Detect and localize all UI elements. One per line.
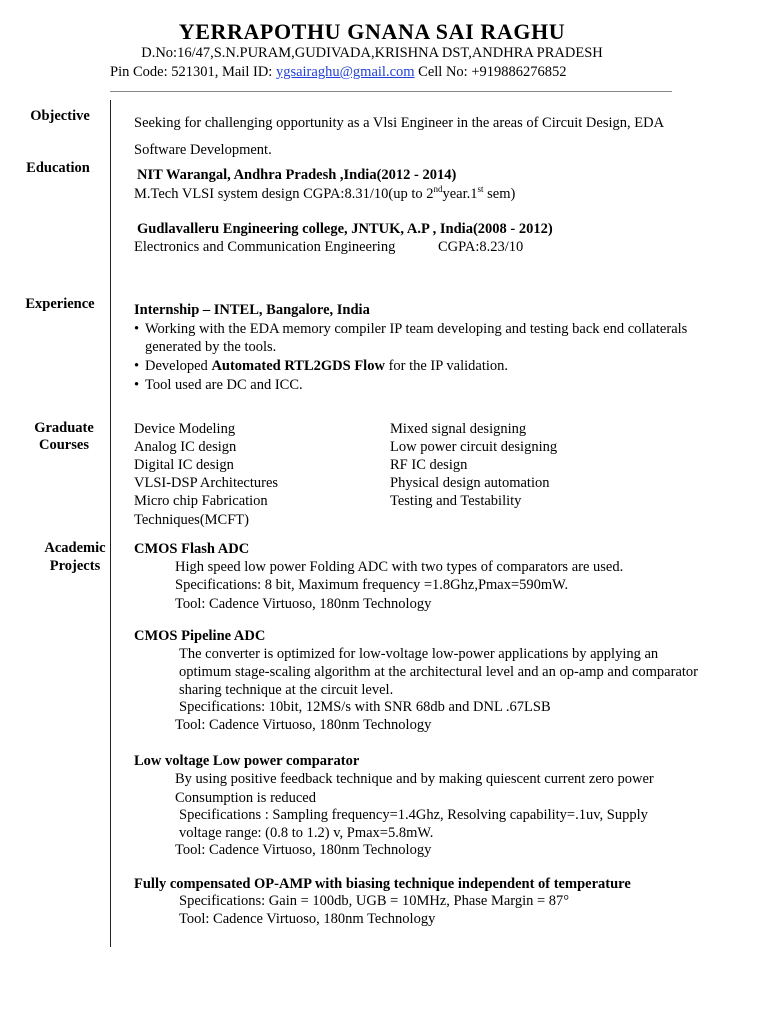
course-left-2: Analog IC design [134, 439, 237, 455]
project-2-line-1: The converter is optimized for low-voltage low-power applications by applying an [179, 646, 659, 662]
project-3-line-2: Consumption is reduced [175, 790, 316, 806]
project-4-title: Fully compensated OP-AMP with biasing technique independent of temperature [134, 876, 631, 892]
cell-number: Cell No: +919886276852 [414, 64, 567, 80]
project-3-line-3: Specifications : Sampling frequency=1.4Ghz, Resolving capability=.1uv, Supply [179, 807, 648, 823]
pin-code-label: Pin Code: 521301, Mail ID: [110, 64, 276, 80]
course-right-5: Testing and Testability [390, 493, 522, 509]
education-1-detail [134, 185, 515, 203]
experience-bullet-2-post: for the IP validation. [384, 358, 509, 374]
education-1-title: NIT Warangal, Andhra Pradesh ,India(2012 - 2014) [137, 167, 457, 183]
project-4-line-2: Tool: Cadence Virtuoso, 180nm Technology [179, 911, 436, 927]
education-1-sup-1: nd [433, 184, 443, 195]
experience-bullet-2 [145, 357, 508, 375]
course-left-4: VLSI-DSP Architectures [134, 475, 279, 491]
section-academic-label: Academic [44, 540, 106, 556]
education-1-detail-b: year.1 [442, 186, 478, 202]
education-2-title: Gudlavalleru Engineering college, JNTUK, A.P , India(2008 - 2012) [137, 221, 553, 237]
project-3-line-4: voltage range: (0.8 to 1.2) v, Pmax=5.8mW. [179, 825, 434, 841]
course-left-1: Device Modeling [134, 421, 236, 437]
education-2-detail: Electronics and Communication Engineering [134, 239, 396, 255]
section-academic-projects [30, 540, 120, 575]
header-divider [110, 91, 672, 92]
project-1-line-2: Specifications: 8 bit, Maximum frequency =1.8Ghz,Pmax=590mW. [175, 577, 569, 593]
contact-line [110, 64, 567, 81]
project-2-line-3: sharing technique at the circuit level. [179, 682, 394, 698]
project-4-line-1: Specifications: Gain = 100db, UGB = 10MHz, Phase Margin = 87° [179, 893, 570, 909]
project-2-line-2: optimum stage-scaling algorithm at the architectural level and an op-amp and comparator [179, 664, 698, 680]
course-left-6: Techniques(MCFT) [134, 512, 249, 528]
section-divider-vertical [110, 100, 111, 947]
education-1-sup-2: st [477, 184, 484, 195]
experience-bullet-2-bold: Automated RTL2GDS Flow [211, 358, 385, 374]
objective-line-2: Software Development. [134, 142, 272, 158]
section-experience: Experience [25, 296, 95, 312]
project-3-line-1: By using positive feedback technique and by making quiescent current zero power [175, 771, 654, 787]
resume-name: YERRAPOTHU GNANA SAI RAGHU [178, 19, 566, 44]
education-1-detail-a: M.Tech VLSI system design CGPA:8.31/10(up to 2 [134, 186, 434, 202]
experience-bullet-1: • Working with the EDA memory compiler IP team developing and testing back end collaterals [145, 320, 687, 338]
course-right-4: Physical design automation [390, 475, 550, 491]
course-left-5: Micro chip Fabrication [134, 493, 268, 509]
section-graduate-courses [20, 420, 108, 454]
section-courses-label: Courses [39, 437, 89, 453]
experience-bullet-2-pre: Developed [145, 358, 212, 374]
project-3-line-5: Tool: Cadence Virtuoso, 180nm Technology [175, 842, 432, 858]
education-1-detail-c: sem) [483, 186, 516, 202]
project-2-line-4: Specifications: 10bit, 12MS/s with SNR 68db and DNL .67LSB [179, 699, 551, 715]
project-2-line-5: Tool: Cadence Virtuoso, 180nm Technology [175, 717, 432, 733]
project-3-title: Low voltage Low power comparator [134, 753, 360, 769]
project-1-line-1: High speed low power Folding ADC with two types of comparators are used. [175, 559, 624, 575]
course-right-1: Mixed signal designing [390, 421, 527, 437]
project-1-title: CMOS Flash ADC [134, 541, 250, 557]
address-line: D.No:16/47,S.N.PURAM,GUDIVADA,KRISHNA DST,ANDHRA PRADESH [141, 45, 603, 61]
section-education: Education [26, 160, 90, 176]
objective-line-1: Seeking for challenging opportunity as a Vlsi Engineer in the areas of Circuit Design, EDA [134, 115, 665, 131]
experience-bullet-1-cont: generated by the tools. [145, 339, 277, 355]
course-right-3: RF IC design [390, 457, 468, 473]
project-2-title: CMOS Pipeline ADC [134, 628, 266, 644]
experience-bullet-3: • Tool used are DC and ICC. [145, 376, 303, 394]
project-1-line-3: Tool: Cadence Virtuoso, 180nm Technology [175, 596, 432, 612]
course-left-3: Digital IC design [134, 457, 234, 473]
section-objective: Objective [30, 108, 90, 124]
email-link[interactable]: ygsairaghu@gmail.com [275, 64, 415, 80]
course-right-2: Low power circuit designing [390, 439, 558, 455]
experience-title: Internship – INTEL, Bangalore, India [134, 302, 370, 318]
education-2-cgpa: CGPA:8.23/10 [438, 239, 524, 255]
section-graduate-label: Graduate [34, 420, 94, 436]
section-projects-label: Projects [49, 558, 101, 574]
